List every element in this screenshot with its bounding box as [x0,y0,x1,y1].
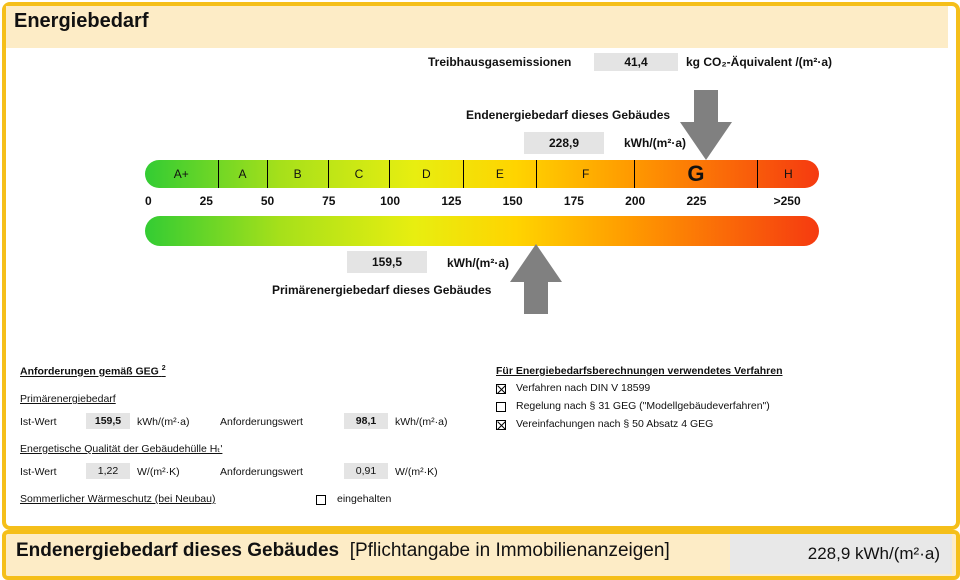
primary-energy-scale [145,216,819,246]
primary-energy-value: 159,5 [347,251,427,273]
scale-tick: 100 [380,194,401,208]
scale-tick: >250 [773,194,801,208]
envelope-ist-label: Ist-Wert [20,466,57,478]
scale-tick: 150 [502,194,523,208]
primary-ist-unit: kWh/(m²·a) [137,416,190,428]
envelope-ist-value: 1,22 [86,463,130,479]
scale-tick: 125 [441,194,462,208]
summer-protection-label: Sommerlicher Wärmeschutz (bei Neubau) [20,493,216,505]
energy-class-a: A [219,160,268,188]
methods-title: Für Energiebedarfsberechnungen verwendetes Verfahren [496,365,783,377]
primary-req-unit: kWh/(m²·a) [395,416,448,428]
scale-tick: 175 [563,194,584,208]
emissions-value: 41,4 [594,53,678,71]
method-label: Verfahren nach DIN V 18599 [516,382,651,394]
footer-title: Endenergiebedarf dieses Gebäudes [Pflichtangabe in Immobilienanzeigen] [16,540,670,561]
energy-class-g: G [635,160,758,188]
scale-tick: 225 [686,194,707,208]
emissions-unit: kg CO₂-Äquivalent /(m²·a) [686,55,833,69]
method-label: Regelung nach § 31 GEG ("Modellgebäudeverfahren") [516,400,770,412]
summer-protection-checkbox[interactable] [316,495,326,505]
energy-class-scale [145,160,819,188]
primary-req-label: Anforderungswert [220,416,303,428]
summer-protection-check-label: eingehalten [337,493,392,505]
end-energy-arrow-icon [680,90,732,160]
scale-tick: 50 [260,194,275,208]
envelope-requirements-title: Energetische Qualität der Gebäudehülle Hₜ' [20,443,223,455]
energy-class-d: D [390,160,464,188]
energy-class-f: F [537,160,635,188]
primary-energy-label: Primärenergiebedarf dieses Gebäudes [272,283,492,297]
method-checkbox[interactable] [496,420,506,430]
end-energy-label: Endenergiebedarf dieses Gebäudes [466,108,671,122]
requirements-title: Anforderungen gemäß GEG $^2$ [20,365,166,378]
envelope-ist-unit: W/(m²·K) [137,466,180,478]
method-label: Vereinfachungen nach § 50 Absatz 4 GEG [516,418,714,430]
primary-energy-unit: kWh/(m²·a) [447,256,509,270]
emissions-label: Treibhausgasemissionen [428,55,572,69]
primary-ist-value: 159,5 [86,413,130,429]
envelope-req-unit: W/(m²·K) [395,466,438,478]
scale-tick: 25 [199,194,213,208]
scale-tick: 200 [625,194,646,208]
method-checkbox[interactable] [496,402,506,412]
energy-class-h: H [784,167,793,181]
primary-energy-arrow-icon [510,244,562,314]
scale-tick: 0 [145,194,152,208]
energy-class-b: B [268,160,329,188]
method-checkbox[interactable] [496,384,506,394]
footer-value: 228,9 kWh/(m²·a) [730,534,952,574]
envelope-req-value: 0,91 [344,463,388,479]
page-title: Energiebedarf [14,10,149,32]
scale-tick: 75 [322,194,336,208]
energy-class-aplus: A+ [145,160,219,188]
primary-ist-label: Ist-Wert [20,416,57,428]
energy-class-c: C [329,160,390,188]
primary-req-value: 98,1 [344,413,388,429]
energy-class-e: E [464,160,538,188]
envelope-req-label: Anforderungswert [220,466,303,478]
primary-requirements-title: Primärenergiebedarf [20,393,116,405]
end-energy-unit: kWh/(m²·a) [624,136,686,150]
end-energy-value: 228,9 [524,132,604,154]
